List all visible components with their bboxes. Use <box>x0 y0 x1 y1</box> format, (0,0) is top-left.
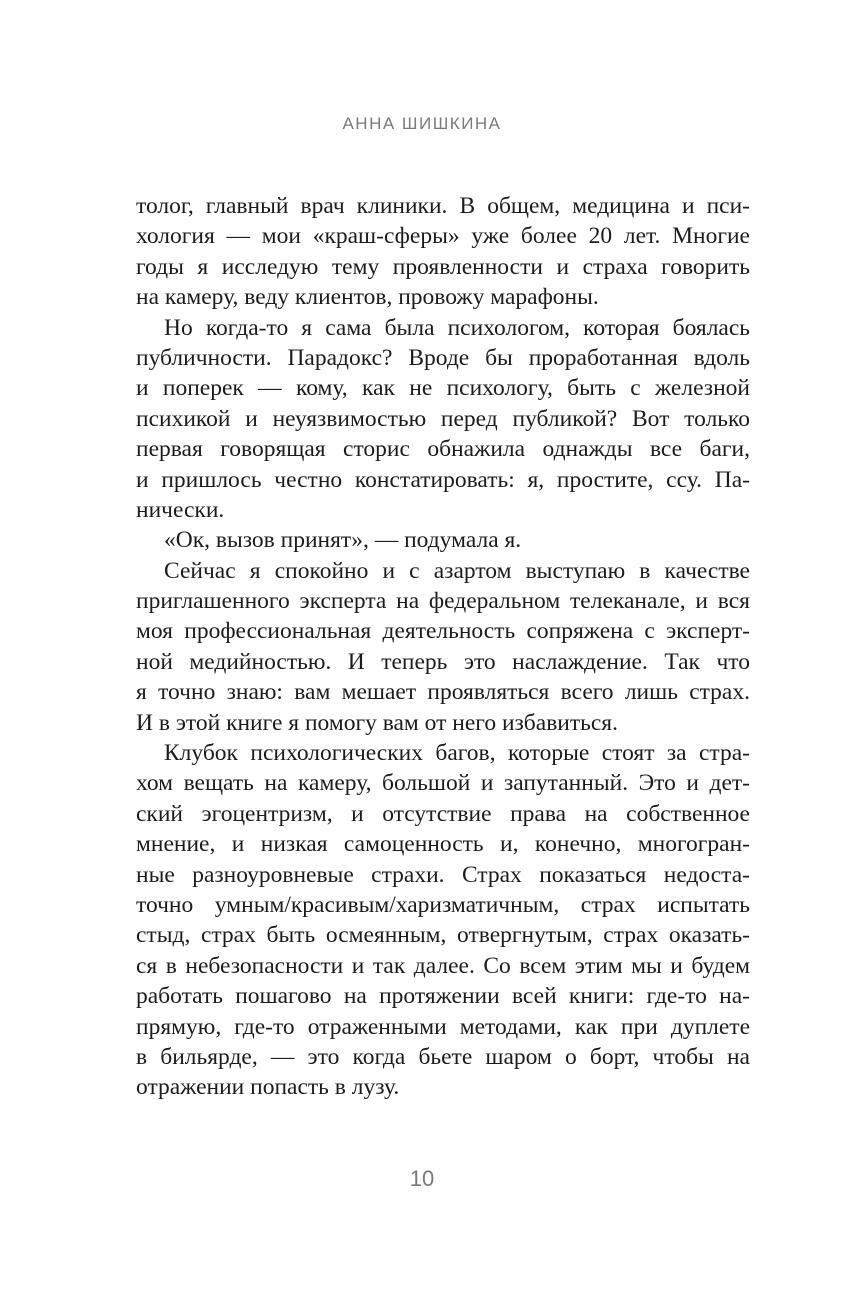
text-line: и пришлось честно констатировать: я, простите, ссу. Па- <box>136 466 750 493</box>
text-line: мнение, и низкая самоценность и, конечно, многогран- <box>136 831 750 858</box>
text-line: психикой и неуязвимостью перед публикой? Вот только <box>136 405 750 432</box>
text-line: Клубок психологических багов, которые стоят за стра- <box>164 740 750 767</box>
text-line: хом вещать на камеру, большой и запутанный. Это и дет- <box>136 770 750 797</box>
text-line: публичности. Парадокс? Вроде бы проработанная вдоль <box>136 344 750 371</box>
text-line: первая говорящая сторис обнажила однажды все баги, <box>136 436 750 463</box>
text-line: приглашенного эксперта на федеральном телеканале, и вся <box>136 588 750 615</box>
text-line: прямую, где-то отраженными методами, как при дуплете <box>136 1013 750 1040</box>
text-line: хология — мои «краш-сферы» уже более 20 лет. Многие <box>136 223 750 250</box>
text-line: работать пошагово на протяжении всей книги: где-то на- <box>136 983 750 1010</box>
text-line: ский эгоцентризм, и отсутствие права на собственное <box>136 800 750 827</box>
text-line: я точно знаю: вам мешает проявляться всего лишь страх. <box>136 679 750 706</box>
text-line: точно умным/красивым/харизматичным, страх испытать <box>136 891 750 918</box>
page-number: 10 <box>409 1166 435 1191</box>
text-line: И в этой книге я помогу вам от него избавиться. <box>136 709 618 736</box>
text-line: отражении попасть в лузу. <box>136 1074 400 1101</box>
body-text <box>136 191 750 1103</box>
text-line: Но когда-то я сама была психологом, которая боялась <box>164 314 750 341</box>
text-line: ной медийностью. И теперь это наслаждение. Так что <box>136 648 750 675</box>
text-line: стыд, страх быть осмеянным, отвергнутым, страх оказать- <box>136 922 750 949</box>
text-line: на камеру, веду клиентов, провожу марафоны. <box>136 284 599 311</box>
text-line: толог, главный врач клиники. В общем, медицина и пси- <box>136 193 750 219</box>
text-line: моя профессиональная деятельность сопряжена с эксперт- <box>136 618 750 645</box>
text-line: нически. <box>136 496 225 523</box>
text-line: годы я исследую тему проявленности и страха говорить <box>136 253 750 280</box>
text-line: ся в небезопасности и так далее. Со всем этим мы и будем <box>136 952 750 979</box>
text-line: и поперек — кому, как не психологу, быть с железной <box>136 375 750 402</box>
text-line: в бильярде, — это когда бьете шаром о борт, чтобы на <box>136 1043 750 1070</box>
text-line: «Ок, вызов принят», — подумала я. <box>164 527 522 554</box>
text-line: ные разноуровневые страхи. Страх показаться недоста- <box>136 861 750 888</box>
running-head-author: АННА ШИШКИНА <box>342 114 502 133</box>
text-line: Сейчас я спокойно и с азартом выступаю в качестве <box>164 557 750 584</box>
